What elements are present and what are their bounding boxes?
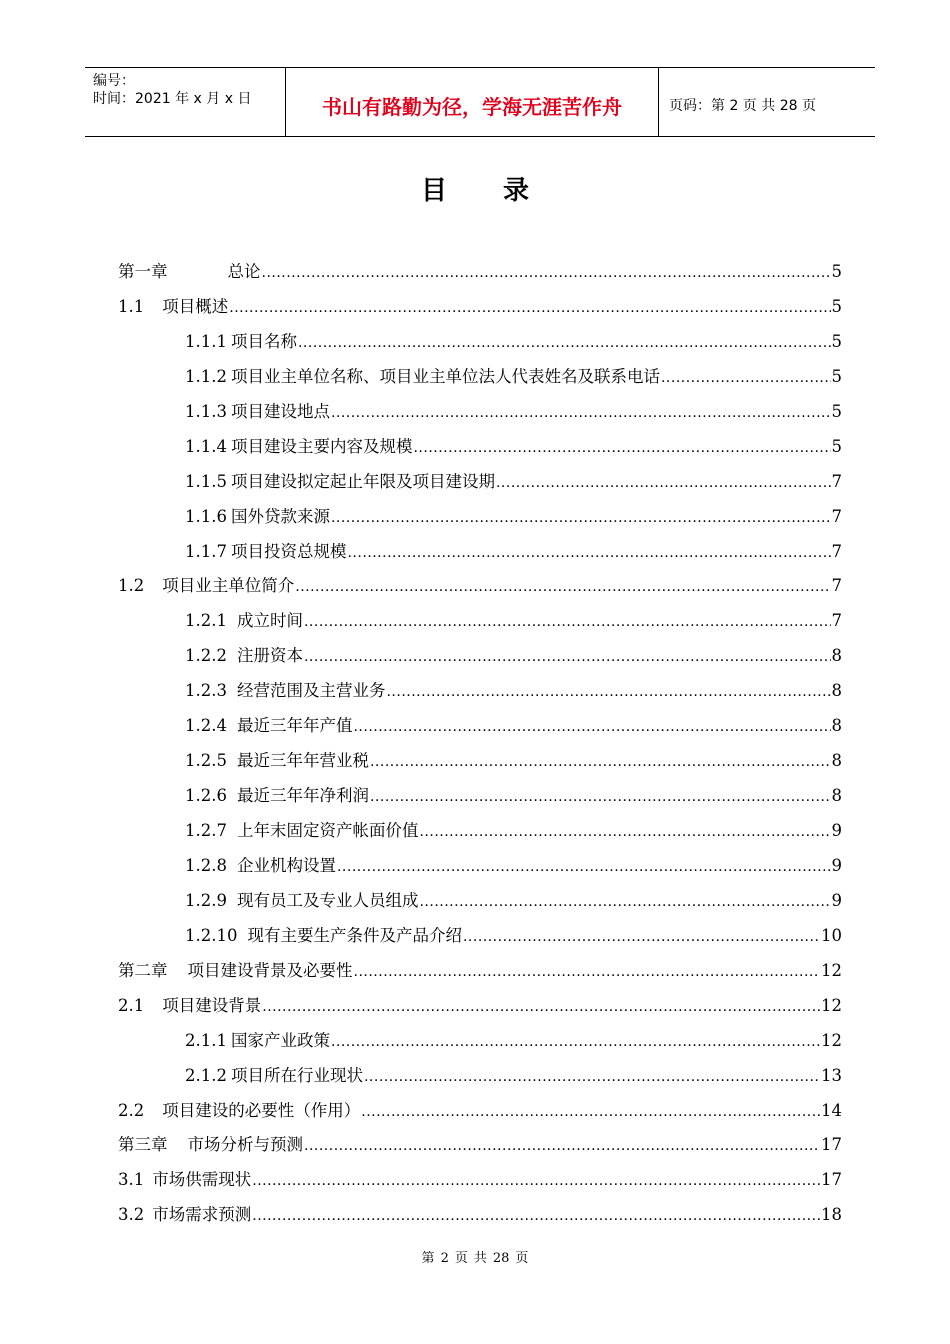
- toc-entry-number: 1.2: [118, 576, 145, 596]
- toc-entry[interactable]: [118, 538, 842, 573]
- toc-entry[interactable]: [118, 363, 842, 398]
- toc-entry-page: 9: [831, 890, 842, 910]
- toc-entry-page: 12: [821, 960, 842, 980]
- toc-entry[interactable]: [118, 607, 842, 642]
- toc-entry-number: 1.1.1: [185, 331, 227, 351]
- toc-dot-leader: [337, 856, 831, 875]
- toc-entry[interactable]: [118, 398, 842, 433]
- footer-gong: 共: [473, 1251, 487, 1266]
- toc-entry[interactable]: [118, 1097, 842, 1132]
- toc-entry-page: 9: [831, 855, 842, 875]
- toc-entry-page: 8: [831, 751, 842, 771]
- toc-entry[interactable]: [118, 433, 842, 468]
- toc-entry[interactable]: [118, 642, 842, 677]
- toc-entry-title: 项目建设背景及必要性: [187, 960, 353, 980]
- toc-entry-page: 5: [831, 366, 842, 386]
- toc-dot-leader: [347, 542, 830, 561]
- toc-entry[interactable]: [118, 747, 842, 782]
- toc-entry-number: 2.2: [118, 1100, 145, 1120]
- toc-dot-leader: [364, 1066, 820, 1085]
- toc-dot-leader: [295, 576, 830, 595]
- toc-dot-leader: [304, 1135, 820, 1154]
- toc-entry[interactable]: [118, 572, 842, 607]
- toc-entry-number: 1.2.10: [185, 925, 238, 945]
- toc-entry-number: 1.2.9: [185, 890, 227, 910]
- toc-entry-title: 市场需求预测: [152, 1205, 252, 1225]
- toc-entry-page: 12: [821, 1030, 842, 1050]
- toc-entry-title: 项目建设的必要性（作用）: [162, 1100, 361, 1120]
- toc-dot-leader: [419, 891, 830, 910]
- number-label: 编号：: [93, 73, 135, 89]
- toc-entry-title: 企业机构设置: [236, 855, 336, 875]
- toc-entry-number: 1.1.4: [185, 436, 227, 456]
- toc-entry[interactable]: [118, 1201, 842, 1236]
- toc-entry-title: 总论: [227, 262, 261, 281]
- toc-entry-title: 项目投资总规模: [230, 541, 347, 561]
- toc-entry-page: 5: [831, 331, 842, 351]
- toc-entry-page: 7: [831, 611, 842, 631]
- toc-entry-title: 项目所在行业现状: [230, 1065, 363, 1085]
- toc-entry-number: 第二章: [118, 960, 168, 980]
- toc-entry[interactable]: [118, 293, 842, 328]
- toc-dot-leader: [262, 262, 831, 281]
- toc-entry-title: 注册资本: [236, 646, 303, 666]
- toc-entry-number: 1.1.3: [185, 401, 227, 421]
- toc-entry[interactable]: [118, 1027, 842, 1062]
- footer-di: 第: [421, 1251, 435, 1266]
- toc-dot-leader: [304, 611, 831, 630]
- toc-entry-number: 1.2.5: [185, 751, 227, 771]
- toc-dot-leader: [252, 1170, 820, 1189]
- footer-total-pages: 28: [492, 1251, 510, 1266]
- toc-entry[interactable]: [118, 712, 842, 747]
- toc-entry-number: 1.1: [118, 296, 145, 316]
- toc-entry-title: 项目业主单位名称、项目业主单位法人代表姓名及联系电话: [230, 366, 660, 386]
- toc-entry-page: 14: [821, 1100, 842, 1120]
- toc-entry-number: 1.2.4: [185, 716, 227, 736]
- toc-entry[interactable]: [118, 852, 842, 887]
- toc-dot-leader: [262, 996, 820, 1015]
- toc-entry[interactable]: [118, 887, 842, 922]
- toc-dot-leader: [304, 646, 831, 665]
- header-meta: [85, 68, 286, 136]
- toc-dot-leader: [413, 437, 830, 456]
- header-page-label: 页码：第 2 页 共 28 页: [669, 98, 816, 114]
- toc-entry-title: 经营范围及主营业务: [236, 681, 386, 701]
- toc-entry-number: 1.2.1: [185, 611, 227, 631]
- toc-entry-title: 项目建设主要内容及规模: [230, 436, 413, 456]
- toc-entry-number: 1.2.3: [185, 681, 227, 701]
- toc-dot-leader: [463, 926, 820, 945]
- toc-entry[interactable]: [118, 1062, 842, 1097]
- toc-entry-number: 1.1.7: [185, 541, 227, 561]
- toc-entry-page: 7: [831, 541, 842, 561]
- toc-entry[interactable]: [118, 328, 842, 363]
- toc-dot-leader: [361, 1101, 820, 1120]
- toc-entry-number: 1.2.2: [185, 646, 227, 666]
- toc-entry-page: 8: [831, 786, 842, 806]
- toc-dot-leader: [496, 472, 831, 491]
- toc-dot-leader: [353, 716, 830, 735]
- toc-entry[interactable]: [118, 992, 842, 1027]
- toc-entry-number: 1.2.6: [185, 786, 227, 806]
- toc-entry-title: 现有员工及专业人员组成: [236, 890, 419, 910]
- time-label: 时间：2021 年 x 月 x 日: [93, 91, 252, 107]
- page-footer: [0, 1247, 950, 1266]
- toc-entry-title: 项目名称: [230, 331, 297, 351]
- toc-entry-title: 项目建设拟定起止年限及项目建设期: [230, 471, 495, 491]
- toc-entry-title: 现有主要生产条件及产品介绍: [247, 925, 462, 945]
- toc-entry[interactable]: [118, 782, 842, 817]
- table-of-contents: [118, 258, 842, 1236]
- toc-entry-number: 1.1.6: [185, 506, 227, 526]
- toc-entry-number: 2.1: [118, 995, 145, 1015]
- toc-entry-page: 5: [831, 401, 842, 421]
- toc-entry-title: 最近三年年营业税: [236, 751, 369, 771]
- toc-entry[interactable]: [118, 1166, 842, 1201]
- toc-entry-page: 10: [821, 925, 842, 945]
- footer-page-number: 2: [440, 1251, 449, 1266]
- toc-entry[interactable]: [118, 817, 842, 852]
- toc-entry-page: 5: [831, 262, 842, 281]
- footer-ye: 页: [454, 1251, 468, 1266]
- toc-entry[interactable]: [118, 468, 842, 503]
- toc-entry[interactable]: [118, 1131, 842, 1166]
- toc-entry-page: 7: [831, 471, 842, 491]
- toc-entry-title: 国外贷款来源: [230, 506, 330, 526]
- page-title: 目录: [420, 176, 585, 206]
- toc-entry-number: 3.1: [118, 1170, 145, 1190]
- toc-entry-page: 18: [821, 1205, 842, 1225]
- toc-entry[interactable]: [118, 957, 842, 992]
- toc-entry-title: 项目业主单位简介: [162, 576, 295, 596]
- toc-dot-leader: [229, 297, 830, 316]
- toc-entry-page: 8: [831, 646, 842, 666]
- toc-entry-title: 项目概述: [162, 296, 229, 316]
- toc-dot-leader: [252, 1205, 820, 1224]
- toc-entry-page: 17: [821, 1170, 842, 1190]
- toc-entry-number: 1.1.5: [185, 471, 227, 491]
- toc-entry-title: 最近三年年净利润: [236, 786, 369, 806]
- toc-entry[interactable]: [118, 922, 842, 957]
- toc-entry-page: 12: [821, 995, 842, 1015]
- toc-entry-title: 市场分析与预测: [187, 1135, 303, 1155]
- toc-entry-page: 17: [821, 1135, 842, 1155]
- toc-entry-page: 7: [831, 576, 842, 596]
- toc-entry-number: 1.2.8: [185, 855, 227, 875]
- toc-dot-leader: [331, 507, 831, 526]
- toc-entry-page: 5: [831, 296, 842, 316]
- toc-dot-leader: [370, 751, 831, 770]
- toc-entry-title: 项目建设地点: [230, 401, 330, 421]
- toc-entry-page: 9: [831, 821, 842, 840]
- header-motto: 书山有路勤为径，学海无涯苦作舟: [286, 68, 659, 136]
- toc-entry-page: 8: [831, 681, 842, 701]
- toc-entry-number: 2.1.2: [185, 1065, 227, 1085]
- toc-entry-number: 1.1.2: [185, 366, 227, 386]
- toc-entry-page: 7: [831, 506, 842, 526]
- toc-entry-number: 第三章: [118, 1135, 168, 1155]
- toc-entry-number: 2.1.1: [185, 1030, 227, 1050]
- toc-dot-leader: [419, 821, 830, 840]
- toc-entry-title: 项目建设背景: [162, 995, 262, 1015]
- toc-dot-leader: [298, 332, 831, 351]
- page-header: [85, 67, 875, 137]
- toc-entry[interactable]: [118, 258, 842, 293]
- toc-dot-leader: [661, 367, 831, 386]
- toc-entry-page: 8: [831, 716, 842, 736]
- toc-entry-title: 市场供需现状: [152, 1170, 252, 1190]
- toc-entry[interactable]: [118, 503, 842, 538]
- toc-dot-leader: [331, 402, 831, 421]
- toc-entry-title: 成立时间: [236, 611, 303, 631]
- toc-entry[interactable]: [118, 677, 842, 712]
- toc-entry-title: 上年末固定资产帐面价值: [236, 821, 419, 840]
- toc-entry-page: 13: [821, 1065, 842, 1085]
- toc-entry-title: 国家产业政策: [230, 1030, 330, 1050]
- toc-dot-leader: [354, 961, 821, 980]
- toc-entry-number: 3.2: [118, 1205, 145, 1225]
- toc-entry-page: 5: [831, 436, 842, 456]
- toc-dot-leader: [370, 786, 831, 805]
- toc-entry-number: 第一章: [118, 262, 168, 281]
- toc-entry-title: 最近三年年产值: [236, 716, 353, 736]
- footer-ye-2: 页: [515, 1251, 529, 1266]
- toc-dot-leader: [386, 681, 830, 700]
- toc-entry-number: 1.2.7: [185, 821, 227, 840]
- toc-dot-leader: [331, 1031, 820, 1050]
